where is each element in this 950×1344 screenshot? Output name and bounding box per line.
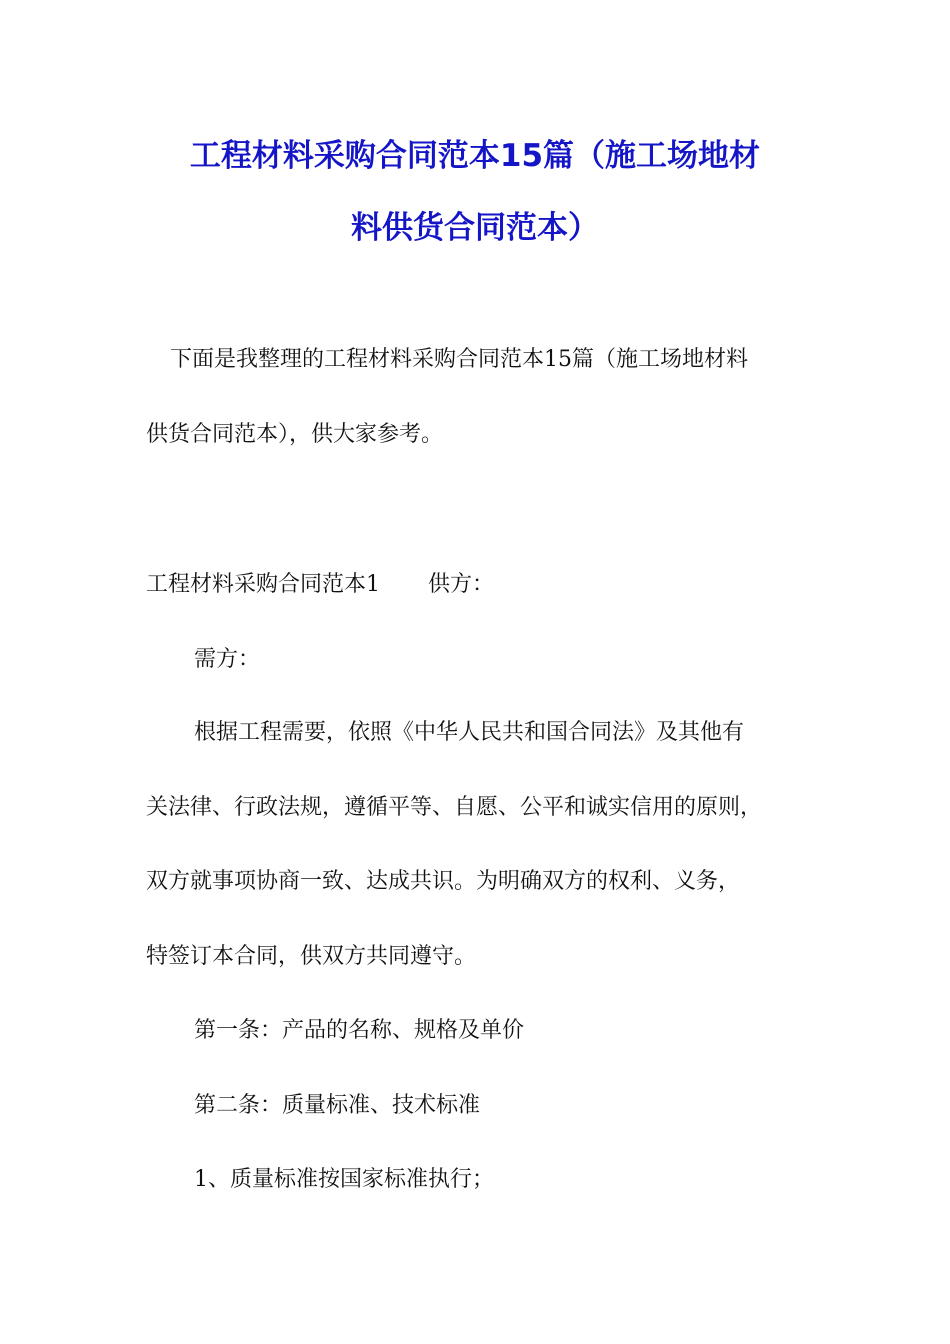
para1-line-1: 根据工程需要，依照《中华人民共和国合同法》及其他有 — [194, 720, 745, 745]
buyer-label: 需方： — [194, 647, 261, 672]
section-heading: 工程材料采购合同范本1 — [146, 572, 380, 597]
supplier-label: 供方： — [428, 572, 495, 597]
intro-line-2: 供货合同范本），供大家参考。 — [146, 422, 444, 447]
para1-line-2: 关法律、行政法规，遵循平等、自愿、公平和诚实信用的原则， — [146, 795, 763, 820]
para1-line-4: 特签订本合同，供双方共同遵守。 — [146, 944, 477, 969]
para1-line-3: 双方就事项协商一致、达成共识。为明确双方的权利、义务， — [146, 869, 741, 894]
title-line-1: 工程材料采购合同范本15篇（施工场地材 — [189, 138, 761, 174]
intro-line-1: 下面是我整理的工程材料采购合同范本15篇（施工场地材料 — [170, 347, 748, 372]
article-1: 第一条：产品的名称、规格及单价 — [194, 1018, 525, 1043]
item-1: 1、质量标准按国家标准执行； — [194, 1167, 494, 1192]
article-2: 第二条：质量标准、技术标准 — [194, 1093, 481, 1118]
title-line-2: 料供货合同范本） — [351, 210, 599, 246]
section-heading-row — [146, 570, 494, 600]
